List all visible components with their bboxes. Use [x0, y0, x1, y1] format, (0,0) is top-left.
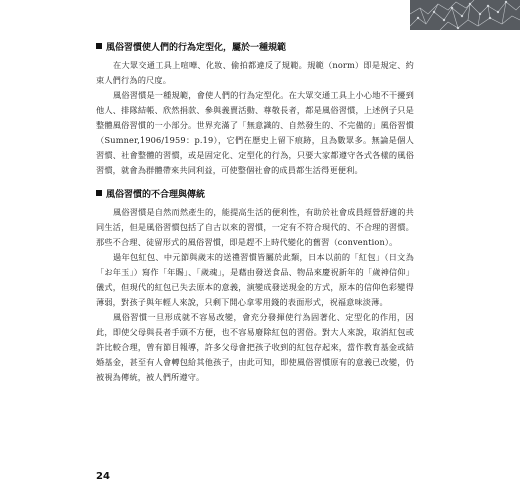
section-heading: [96, 189, 414, 202]
square-bullet-icon: [96, 43, 102, 49]
square-bullet-icon: [96, 190, 102, 196]
paragraph: 風俗習慣一旦形成就不容易改變，會充分發揮使行為固著化、定型化的作用，因此，即使父母與長者手頭不方便，也不容易廢除紅包的習俗。對大人來說，取消紅包或許比較合理，曾有節目報導，許多父母會把孩子收到的紅包存起來，當作教育基金或結婚基金，甚至有人會轉包給其他孩子，由此可知，即使風俗習慣原有的意義已改變，仍被視為傳統，被人們所遵守。: [96, 312, 414, 382]
paragraph: 風俗習慣是一種規範，會使人們的行為定型化。在大眾交通工具上小心地不干擾到他人、排隊結帳、欣然捐款、參與義賣活動、尊敬長者，都是風俗習慣，上述例子只是整體風俗習慣的一小部分。世界充滿了「無意識的、自然發生的、不完備的」風俗習慣（Sumner,1906/1959：p.19），它們在歷史上留下痕跡，且為數眾多。無論是個人習慣、社會整體的習慣，或是固定化、定型化的行為，只要大家都遵守各式各樣的風俗習慣，就會為群體帶來共同利益，可使整個社會的成員都生活得更便利。: [96, 90, 414, 175]
page-content: [96, 42, 414, 385]
paragraph: 在大眾交通工具上喧嘩、化妝、偷拍都違反了規範。規範（norm）即是規定、約束人們行為的尺度。: [96, 60, 414, 85]
corner-decoration-banner: [410, 0, 520, 30]
network-pattern-icon: [410, 0, 520, 30]
paragraph: 過年包紅包、中元節與歲末的送禮習慣皆屬於此類，日本以前的「紅包」（日文為「お年玉」）寫作「年賜」、「歲魂」，是藉由發送食品、物品來慶祝新年的「歲神信仰」儀式，但現代的紅包已失去原本的意義，演變成發送現金的方式，原本的信仰色彩變得薄弱，對孩子與年輕人來說，只剩下開心拿零用錢的表面形式，祝福意味淡薄。: [96, 252, 414, 307]
section-heading-text: 風俗習慣的不合理與傳統: [106, 190, 206, 200]
paragraph: 風俗習慣是自然而然產生的，能提高生活的便利性，有助於社會成員經營舒適的共同生活，但是風俗習慣包括了自古以來的習慣，一定有不符合現代的、不合理的習慣。那些不合理、徒留形式的風俗習慣，即是趕不上時代變化的舊習（convention）。: [96, 207, 414, 247]
section-heading-text: 風俗習慣使人們的行為定型化，屬於一種規範: [106, 43, 287, 53]
page-number: 24: [96, 471, 110, 482]
section-heading: [96, 42, 414, 55]
section-norms: [96, 42, 414, 178]
section-tradition: [96, 189, 414, 385]
